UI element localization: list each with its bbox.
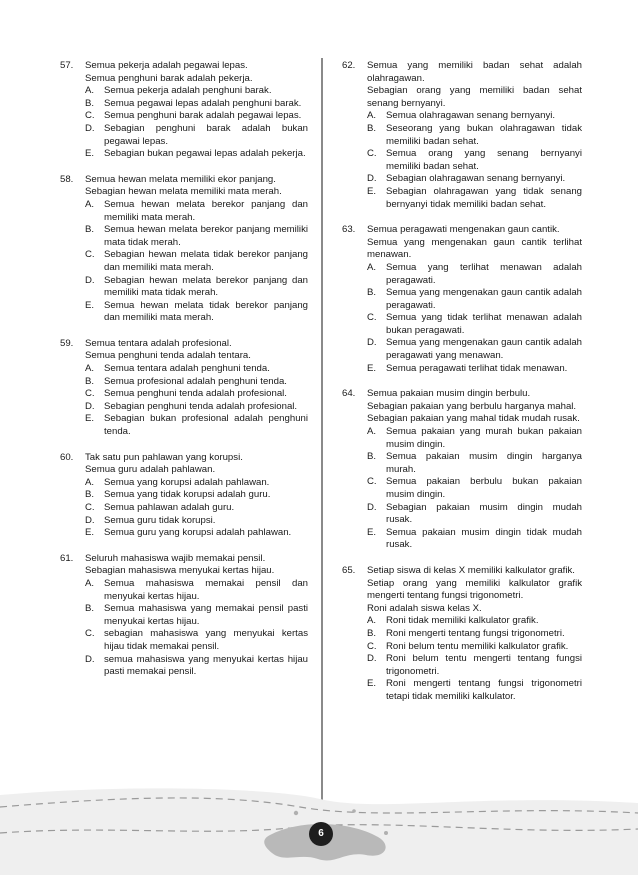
answer-option: [85, 502, 308, 515]
answer-option: [85, 388, 308, 401]
question-premise: Semua yang mengenakan gaun cantik terlihat menawan.: [367, 236, 582, 261]
answer-option: [85, 477, 308, 490]
option-text: Sebagian penghuni tenda adalah profesional.: [104, 400, 298, 412]
answer-option: [85, 85, 308, 98]
option-text: Semua pakaian musim dingin harganya murah.: [386, 451, 582, 475]
question-premise: Sebagian hewan melata memiliki mata merah.: [85, 186, 282, 198]
option-letter: B.: [85, 375, 95, 387]
option-text: Seseorang yang bukan olahragawan tidak memiliki badan sehat.: [386, 122, 582, 147]
option-letter: D.: [85, 400, 95, 412]
answer-option: [85, 300, 308, 325]
option-letter: D.: [85, 514, 95, 526]
option-text: Roni tidak memiliki kalkulator grafik.: [386, 615, 539, 627]
answer-option: [85, 363, 308, 376]
option-text: Sebagian olahragawan yang tidak senang bernyanyi tidak memiliki badan sehat.: [386, 185, 582, 210]
answer-option: [367, 641, 582, 654]
question-premise: Semua penghuni barak adalah pekerja.: [85, 72, 253, 84]
option-letter: B.: [367, 451, 377, 463]
option-letter: D.: [85, 274, 95, 286]
option-text: Semua yang mengenakan gaun cantik adalah peragawati.: [386, 287, 582, 311]
option-text: Semua yang tidak terlihat menawan adalah bukan peragawati.: [386, 312, 582, 336]
option-text: Semua hewan melata tidak berekor panjang dan memiliki mata merah.: [104, 299, 308, 324]
option-letter: E.: [85, 299, 95, 311]
answer-option: [85, 199, 308, 224]
option-letter: B.: [367, 627, 377, 639]
question-premise: Semua peragawati mengenakan gaun cantik.: [367, 224, 560, 236]
answer-option: [367, 337, 582, 362]
answer-option: [367, 476, 582, 501]
question-item: [342, 565, 582, 704]
option-letter: A.: [85, 198, 95, 210]
answer-option: [85, 527, 308, 540]
question-premise: Semua yang memiliki badan sehat adalah olahragawan.: [367, 60, 582, 84]
option-letter: D.: [85, 653, 95, 665]
answer-option: [367, 312, 582, 337]
option-letter: C.: [85, 249, 95, 261]
question-item: [60, 174, 308, 325]
answer-option: [85, 376, 308, 389]
answer-option: [367, 173, 582, 186]
question-item: [342, 60, 582, 211]
footer-dot: [352, 809, 356, 813]
option-text: Semua guru tidak korupsi.: [104, 514, 216, 526]
option-letter: C.: [367, 640, 377, 652]
option-text: Sebagian penghuni barak adalah bukan pegawai lepas.: [104, 122, 308, 147]
option-letter: A.: [85, 85, 95, 97]
question-number: 64.: [342, 388, 356, 400]
option-text: Sebagian hewan melata tidak berekor panjang dan memiliki mata merah.: [104, 249, 308, 273]
option-text: Semua pakaian musim dingin tidak mudah rusak.: [386, 526, 582, 551]
option-letter: A.: [367, 615, 377, 627]
option-text: Sebagian pakaian musim dingin mudah rusak.: [386, 501, 582, 526]
answer-option: [85, 98, 308, 111]
question-number: 62.: [342, 60, 356, 71]
option-letter: A.: [367, 261, 377, 273]
option-text: Semua pahlawan adalah guru.: [104, 502, 235, 513]
question-number: 58.: [60, 173, 74, 185]
option-letter: D.: [367, 337, 377, 349]
footer-dot: [384, 831, 388, 835]
option-letter: E.: [85, 413, 95, 425]
question-premise: Seluruh mahasiswa wajib memakai pensil.: [85, 552, 266, 564]
option-text: Semua olahragawan senang bernyanyi.: [386, 110, 556, 122]
option-text: Semua pekerja adalah penghuni barak.: [104, 85, 272, 97]
question-item: [342, 224, 582, 375]
option-text: sebagian mahasiswa yang menyukai kertas hijau tidak memakai pensil.: [104, 628, 308, 652]
option-text: Sebagian bukan pegawai lepas adalah pekerja.: [104, 148, 306, 160]
option-text: Semua hewan melata berekor panjang dan memiliki mata merah.: [104, 198, 308, 223]
question-premise: Setiap orang yang memiliki kalkulator grafik mengerti tentang fungsi trigonometri.: [367, 577, 582, 602]
answer-option: [85, 515, 308, 528]
question-premise: Semua pekerja adalah pegawai lepas.: [85, 60, 248, 71]
option-text: Roni belum tentu mengerti tentang fungsi trigonometri.: [386, 653, 582, 677]
question-premise: Sebagian mahasiswa menyukai kertas hijau.: [85, 565, 275, 577]
answer-option: [367, 615, 582, 628]
question-item: [60, 452, 308, 540]
option-letter: E.: [367, 185, 377, 197]
option-letter: E.: [367, 678, 377, 690]
question-premise: Semua hewan melata memiliki ekor panjang.: [85, 173, 276, 185]
option-text: Semua pakaian yang murah bukan pakaian musim dingin.: [386, 426, 582, 450]
question-item: [60, 338, 308, 439]
question-premise: Roni adalah siswa kelas X.: [367, 602, 482, 614]
option-letter: C.: [85, 388, 95, 400]
option-text: Semua hewan melata berekor panjang memiliki mata tidak merah.: [104, 224, 308, 248]
answer-option: [85, 148, 308, 161]
option-letter: B.: [85, 489, 95, 501]
answer-option: [367, 502, 582, 527]
option-text: Semua orang yang senang bernyanyi memiliki badan sehat.: [386, 148, 582, 172]
question-number: 65.: [342, 564, 356, 576]
question-premise: Semua guru adalah pahlawan.: [85, 464, 216, 476]
answer-option: [85, 628, 308, 653]
answer-option: [85, 578, 308, 603]
option-text: Semua tentara adalah penghuni tenda.: [104, 363, 270, 375]
answer-option: [367, 123, 582, 148]
answer-option: [367, 363, 582, 376]
option-text: Roni mengerti tentang fungsi trigonometri tetapi tidak memiliki kalkulator.: [386, 678, 582, 702]
answer-option: [85, 224, 308, 249]
option-text: semua mahasiswa yang menyukai kertas hijau pasti memakai pensil.: [104, 653, 308, 678]
option-text: Semua guru yang korupsi adalah pahlawan.: [104, 527, 292, 539]
option-text: Semua penghuni tenda adalah profesional.: [104, 388, 287, 400]
option-text: Semua yang mengenakan gaun cantik adalah peragawati yang menawan.: [386, 337, 582, 362]
question-premise: Sebagian orang yang memiliki badan sehat senang bernyanyi.: [367, 85, 582, 109]
option-letter: B.: [367, 122, 377, 134]
option-text: Sebagian bukan profesional adalah penghuni tenda.: [104, 413, 308, 438]
option-text: Sebagian olahragawan senang bernyanyi.: [386, 173, 566, 185]
answer-option: [85, 123, 308, 148]
question-item: [60, 553, 308, 679]
option-text: Semua peragawati terlihat tidak menawan.: [386, 362, 568, 374]
question-premise: Sebagian pakaian yang berbulu harganya mahal.: [367, 400, 577, 412]
option-letter: C.: [367, 312, 377, 324]
answer-option: [367, 287, 582, 312]
question-premise: Semua pakaian musim dingin berbulu.: [367, 388, 531, 400]
option-letter: C.: [85, 110, 95, 122]
answer-option: [367, 186, 582, 211]
answer-option: [85, 401, 308, 414]
option-text: Semua yang terlihat menawan adalah peragawati.: [386, 261, 582, 286]
question-premise: Sebagian pakaian yang mahal tidak mudah rusak.: [367, 413, 580, 425]
question-premise: Semua penghuni tenda adalah tentara.: [85, 350, 251, 362]
column-divider: [321, 58, 323, 803]
answer-option: [367, 110, 582, 123]
option-text: Semua mahasiswa memakai pensil dan menyukai kertas hijau.: [104, 577, 308, 602]
option-letter: A.: [367, 110, 377, 122]
right-column: [342, 60, 582, 717]
option-letter: D.: [367, 653, 377, 665]
question-item: [60, 60, 308, 161]
answer-option: [85, 249, 308, 274]
answer-option: [367, 262, 582, 287]
option-letter: C.: [85, 628, 95, 640]
option-letter: A.: [367, 426, 377, 438]
option-letter: D.: [85, 122, 95, 134]
option-letter: B.: [85, 603, 95, 615]
question-number: 63.: [342, 224, 356, 236]
answer-option: [367, 451, 582, 476]
answer-option: [85, 110, 308, 123]
answer-option: [367, 628, 582, 641]
question-number: 61.: [60, 552, 74, 564]
answer-option: [367, 678, 582, 703]
option-letter: A.: [85, 363, 95, 375]
question-premise: Tak satu pun pahlawan yang korupsi.: [85, 451, 243, 463]
question-item: [342, 388, 582, 552]
question-premise: Semua tentara adalah profesional.: [85, 337, 232, 349]
option-text: Semua profesional adalah penghuni tenda.: [104, 375, 287, 387]
answer-option: [85, 413, 308, 438]
option-text: Roni mengerti tentang fungsi trigonometri.: [386, 627, 565, 639]
option-letter: B.: [367, 287, 377, 299]
option-text: Roni belum tentu memiliki kalkulator grafik.: [386, 640, 569, 652]
option-text: Semua pakaian berbulu bukan pakaian musim dingin.: [386, 476, 582, 500]
option-letter: A.: [85, 577, 95, 589]
answer-option: [367, 426, 582, 451]
option-letter: C.: [367, 476, 377, 488]
option-text: Sebagian hewan melata berekor panjang dan memiliki mata tidak merah.: [104, 274, 308, 299]
option-text: Semua mahasiswa yang memakai pensil pasti menyukai kertas hijau.: [104, 603, 308, 627]
question-number: 60.: [60, 451, 74, 463]
option-letter: B.: [85, 97, 95, 109]
option-text: Semua pegawai lepas adalah penghuni barak.: [104, 97, 302, 109]
question-number: 57.: [60, 60, 74, 71]
question-number: 59.: [60, 337, 74, 349]
page-number: 6: [309, 822, 333, 846]
footer-dot: [294, 811, 298, 815]
answer-option: [85, 654, 308, 679]
option-letter: D.: [367, 501, 377, 513]
answer-option: [85, 603, 308, 628]
option-letter: D.: [367, 173, 377, 185]
option-letter: E.: [85, 527, 95, 539]
option-letter: E.: [85, 148, 95, 160]
option-letter: C.: [367, 148, 377, 160]
answer-option: [85, 275, 308, 300]
answer-option: [85, 489, 308, 502]
answer-option: [367, 653, 582, 678]
option-letter: A.: [85, 476, 95, 488]
option-text: Semua penghuni barak adalah pegawai lepas.: [104, 110, 302, 122]
question-premise: Setiap siswa di kelas X memiliki kalkulator grafik.: [367, 564, 575, 576]
answer-option: [367, 527, 582, 552]
answer-option: [367, 148, 582, 173]
option-letter: E.: [367, 526, 377, 538]
option-letter: B.: [85, 224, 95, 236]
left-column: [60, 60, 308, 692]
option-text: Semua yang korupsi adalah pahlawan.: [104, 476, 270, 488]
option-letter: C.: [85, 502, 95, 513]
option-text: Semua yang tidak korupsi adalah guru.: [104, 489, 271, 501]
option-letter: E.: [367, 362, 377, 374]
